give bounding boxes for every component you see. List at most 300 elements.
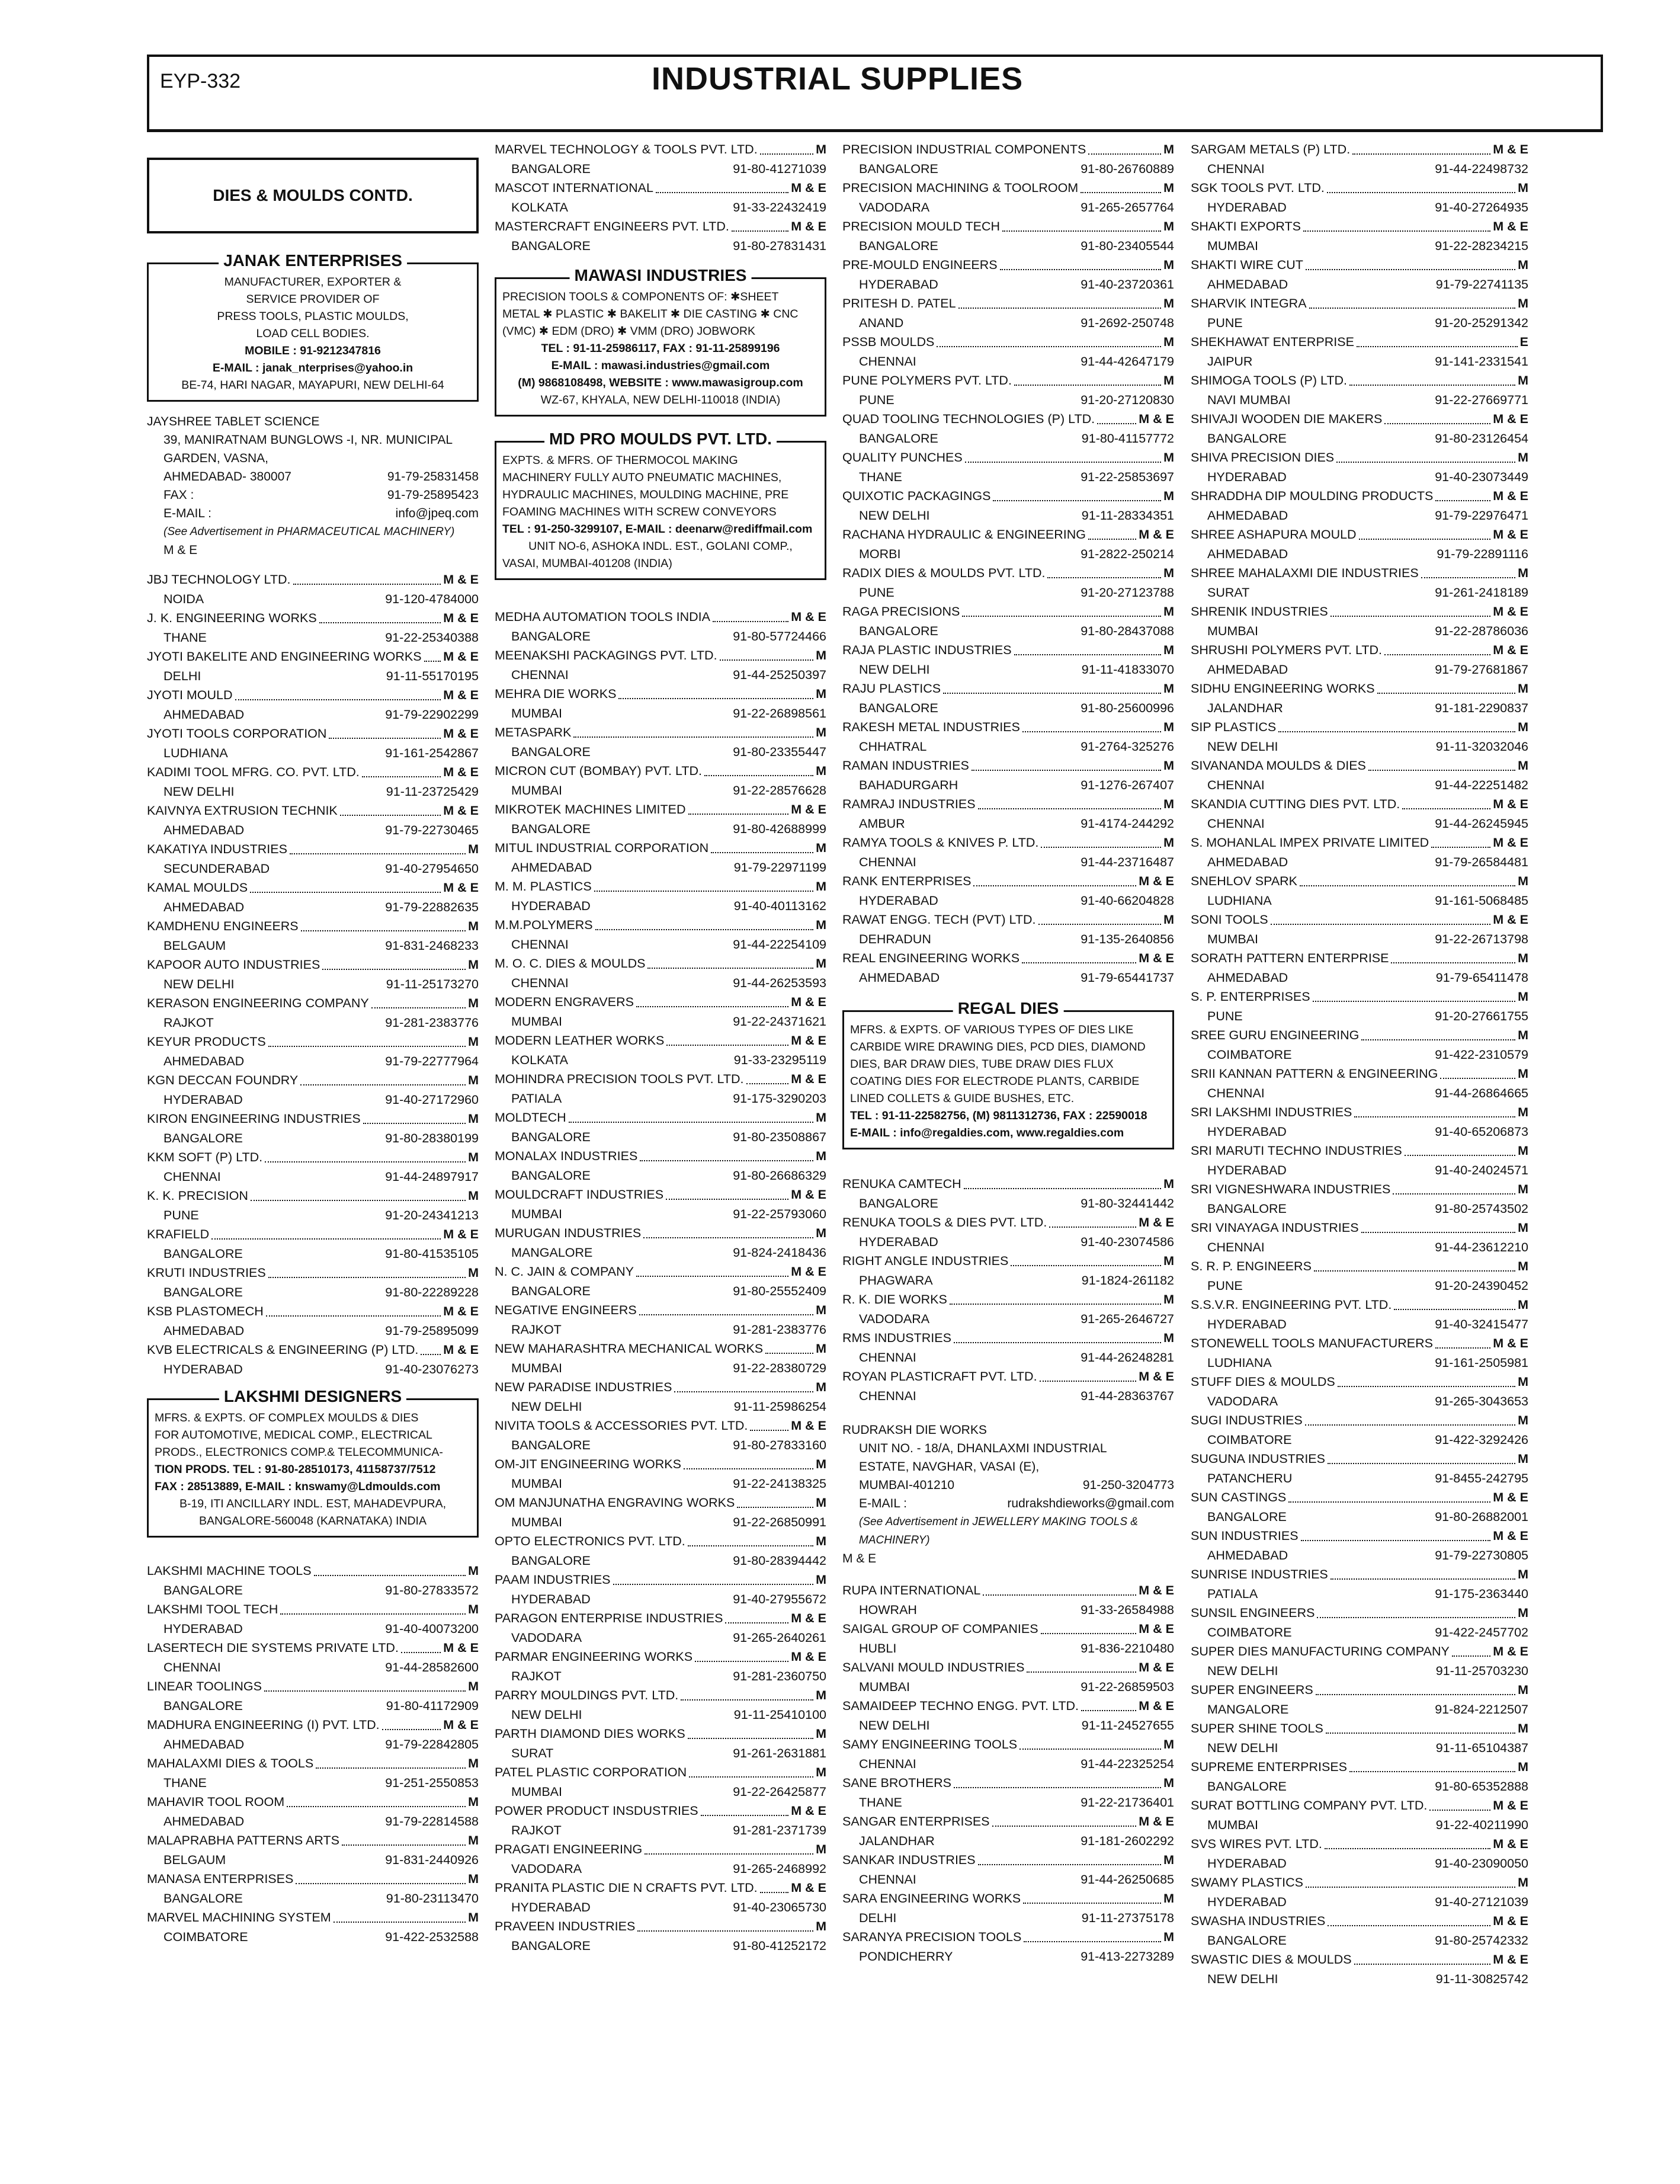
city: KOLKATA (511, 1052, 568, 1067)
city: HYDERABAD (511, 1591, 591, 1606)
entry-name-line (842, 1658, 1174, 1677)
entry-contact-line (495, 1397, 826, 1417)
listing-entry (1191, 1796, 1528, 1834)
leader-dots (1357, 332, 1518, 347)
entry-tag: M & E (1139, 951, 1174, 965)
company-name: LAKSHMI MACHINE TOOLS (147, 1564, 312, 1578)
leader-dots (1022, 718, 1161, 732)
city: AHMEDABAD (511, 860, 592, 875)
company-name: SUGUNA INDUSTRIES (1191, 1452, 1325, 1466)
company-name: KAIVNYA EXTRUSION TECHNIK (147, 803, 338, 818)
entry-contact-line (147, 898, 479, 917)
entry-contact-line (842, 390, 1174, 410)
leader-dots (640, 1147, 813, 1161)
entry-tag: M & E (1493, 643, 1528, 657)
phone: 91-79-22882635 (385, 899, 479, 914)
city: NEW DELHI (1207, 1971, 1278, 1986)
listing-entry (1191, 1642, 1528, 1680)
entry-name-line (147, 1561, 479, 1581)
phone: 91-79-22730805 (1435, 1548, 1528, 1562)
entry-name-line (495, 1647, 826, 1667)
entry-name-line (842, 795, 1174, 814)
company-name: MASCOT INTERNATIONAL (495, 181, 653, 195)
entry-tag: M & E (842, 1552, 877, 1565)
city: HYDERABAD (163, 1362, 243, 1376)
phone: 91-181-2602292 (1081, 1833, 1174, 1848)
leader-dots (1325, 1834, 1490, 1849)
entry-contact-line (147, 782, 479, 802)
listing-entry (1191, 140, 1528, 178)
entry-name-line (147, 1340, 479, 1360)
company-name: SANGAR ENTERPRISES (842, 1814, 990, 1828)
phone: 91-79-27681867 (1435, 662, 1528, 677)
entry-tag: M (816, 1919, 826, 1933)
entry-name-line (495, 1878, 826, 1898)
phone: 91-44-28363767 (1081, 1388, 1174, 1403)
ad-line: (VMC) ✱ EDM (DRO) ✱ VMM (DRO) JOBWORK (502, 325, 755, 338)
leader-dots (1435, 1334, 1490, 1349)
entry-tag: M & E (1493, 1644, 1528, 1658)
listing-entry (147, 1263, 479, 1302)
company-name: S. R. P. ENGINEERS (1191, 1259, 1312, 1273)
entry-contact-line (1191, 1353, 1528, 1373)
entry-tag: M & E (443, 572, 479, 587)
entry-name-line (1191, 1873, 1528, 1892)
city: KOLKATA (511, 200, 568, 214)
leader-dots (1309, 294, 1516, 309)
listing-entry (842, 255, 1174, 294)
company-name: SARA ENGINEERING WORKS (842, 1891, 1021, 1906)
city: NEW DELHI (1207, 739, 1278, 754)
entry-tag: M (816, 841, 826, 855)
entry-contact-line (842, 660, 1174, 680)
entry-contact-line (147, 705, 479, 725)
entry-tag: M (1163, 1254, 1174, 1268)
leader-dots (1354, 1103, 1515, 1117)
entry-tag: M (468, 919, 479, 933)
leader-dots (684, 1455, 813, 1469)
entry-tag: M (468, 996, 479, 1010)
city: BAHADURGARH (859, 777, 958, 792)
city: NEW DELHI (163, 976, 235, 991)
entry-contact-line (495, 665, 826, 685)
listing-entry (1191, 872, 1528, 910)
listing-entry (1191, 371, 1528, 409)
city: BANGALORE (163, 1285, 243, 1299)
listing-entry (495, 877, 826, 915)
phone: 91-836-2210480 (1081, 1641, 1174, 1655)
phone: 91-40-23073449 (1435, 469, 1528, 484)
entry-tag: M (816, 1110, 826, 1125)
listing (842, 1581, 1174, 1966)
entry-name-line (1191, 1642, 1528, 1661)
entry-contact-line (1191, 583, 1528, 603)
entry-tag: M & E (791, 1804, 826, 1818)
entry-contact-line (842, 275, 1174, 294)
entry-tag: M (468, 1564, 479, 1578)
listing-entry (1191, 1295, 1528, 1334)
leader-dots (1088, 140, 1161, 155)
company-name: SUNRISE INDUSTRIES (1191, 1567, 1328, 1581)
listing-entry (842, 1850, 1174, 1889)
listing-entry (495, 1763, 826, 1801)
company-name: SUPER DIES MANUFACTURING COMPANY (1191, 1644, 1450, 1658)
entry-contact-line (1191, 275, 1528, 294)
listing-entry (842, 833, 1174, 872)
entry-tag: M & E (1139, 1622, 1174, 1636)
city: NEW DELHI (511, 1707, 582, 1722)
phone: 91-422-2310579 (1435, 1047, 1528, 1062)
listing-entry (842, 332, 1174, 371)
phone: 91-175-2363440 (1435, 1586, 1528, 1601)
listing-entry (1191, 1526, 1528, 1565)
company-name: PRITESH D. PATEL (842, 296, 956, 310)
entry-contact-line (842, 506, 1174, 526)
city: BANGALORE (163, 1698, 243, 1713)
phone: 91-281-2371739 (733, 1823, 826, 1837)
city: JALANDHAR (1207, 700, 1283, 715)
phone: 91-11-23725429 (386, 784, 479, 799)
listing-entry (842, 1927, 1174, 1966)
phone: 91-80-42688999 (733, 821, 826, 836)
phone: 91-22-26859503 (1081, 1679, 1174, 1694)
entry-note: (See Advertisement in PHARMACEUTICAL MACHINERY) (163, 526, 455, 538)
leader-dots (235, 686, 441, 700)
listing-entry (147, 917, 479, 955)
entry-tag: M (468, 1833, 479, 1847)
entry-contact-line (1191, 1007, 1528, 1026)
leader-dots (1384, 409, 1490, 424)
entry-tag: M (1163, 1930, 1174, 1944)
entry-tag: M (1163, 912, 1174, 927)
entry-tag: M & E (791, 181, 826, 195)
listing-entry (842, 1773, 1174, 1812)
entry-contact-line (1191, 891, 1528, 911)
company-name: SUN INDUSTRIES (1191, 1529, 1299, 1543)
entry-name-line (842, 641, 1174, 660)
entry-tag: M & E (1493, 142, 1528, 156)
entry-line: GARDEN, VASNA, (163, 451, 268, 465)
listing-entry (842, 718, 1174, 756)
ad-line: MACHINERY FULLY AUTO PNEUMATIC MACHINES, (502, 471, 782, 484)
entry-name-line (842, 1927, 1174, 1947)
entry-tag: M & E (791, 1264, 826, 1279)
phone: 91-80-26760889 (1081, 161, 1174, 176)
city: CHENNAI (859, 854, 916, 869)
entry-name-line (147, 1600, 479, 1619)
entry-line: 39, MANIRATNAM BUNGLOWS -I, NR. MUNICIPAL (163, 433, 453, 447)
entry-contact-line (842, 159, 1174, 179)
company-name: MODERN LEATHER WORKS (495, 1033, 665, 1048)
company-name: RAMAN INDUSTRIES (842, 758, 969, 773)
entry-contact-line (842, 1232, 1174, 1252)
entry-contact-line (495, 1051, 826, 1070)
ad-line: LOAD CELL BODIES. (256, 327, 370, 340)
listing-entry (842, 1367, 1174, 1405)
city: MUMBAI (511, 1014, 562, 1029)
phone: 91-79-22777964 (385, 1053, 479, 1068)
leader-dots (1038, 910, 1162, 925)
entry-name-line (495, 1763, 826, 1782)
phone: 91-824-2418436 (733, 1245, 826, 1260)
listing-entry (842, 910, 1174, 949)
entry-contact-line (495, 1551, 826, 1571)
leader-dots (1088, 525, 1136, 540)
leader-dots (1288, 1488, 1490, 1503)
city: HYDERABAD (859, 893, 938, 908)
ad-line: MFRS. & EXPTS. OF COMPLEX MOULDS & DIES (155, 1411, 419, 1424)
listing-entry (842, 1812, 1174, 1850)
listing-entry (495, 178, 826, 217)
entry-name-line (147, 1831, 479, 1850)
listing-entry (147, 1908, 479, 1946)
listing-entry (495, 607, 826, 646)
entry-contact-line (147, 1658, 479, 1677)
listing-entry (1191, 294, 1528, 332)
city: THANE (163, 1775, 207, 1790)
phone: 91-40-24024571 (1435, 1163, 1528, 1177)
company-name: PUNE POLYMERS PVT. LTD. (842, 373, 1012, 388)
leader-dots (1338, 1372, 1515, 1387)
entry-tag: M (1163, 720, 1174, 734)
city: AHMEDABAD (163, 707, 245, 722)
city: AHMEDABAD (1207, 277, 1288, 292)
entry-contact-line (495, 1936, 826, 1956)
entry-name-line (842, 371, 1174, 390)
entry-contact-line (1191, 1199, 1528, 1219)
ad-line: METAL ✱ PLASTIC ✱ BAKELIT ✱ DIE CASTING ✱ CNC (502, 308, 799, 321)
company-name: RAKESH METAL INDUSTRIES (842, 720, 1020, 734)
listing-entry (495, 1840, 826, 1878)
ad-line: VASAI, MUMBAI-401208 (INDIA) (502, 557, 672, 570)
entry-tag: M & E (791, 610, 826, 624)
leader-dots (618, 684, 813, 699)
entry-name-line (842, 1290, 1174, 1309)
entry-contact-line (495, 704, 826, 723)
entry-contact-line (842, 583, 1174, 603)
listing-entry (842, 949, 1174, 987)
company-name: JYOTI MOULD (147, 688, 233, 702)
entry-name-line (1191, 795, 1528, 814)
phone: 91-33-23295119 (733, 1052, 826, 1067)
phone: 91-44-26864665 (1435, 1085, 1528, 1100)
entry-contact-line (1191, 1315, 1528, 1334)
ad-line: DIES, BAR DRAW DIES, TUBE DRAW DIES FLUX (850, 1058, 1114, 1071)
phone: 91-40-40113162 (733, 898, 826, 913)
entry-contact-line (842, 352, 1174, 372)
phone: 91-44-25250397 (733, 667, 826, 682)
city: HYDERABAD (1207, 1124, 1287, 1139)
entry-name-line (842, 217, 1174, 236)
leader-dots (211, 1225, 441, 1240)
listing-entry (147, 763, 479, 801)
phone: 91-11-28334351 (1081, 508, 1174, 523)
entry-tag: M & E (1493, 1952, 1528, 1967)
company-name: SHREE ASHAPURA MOULD (1191, 527, 1357, 542)
city: BANGALORE (859, 238, 938, 253)
company-name: SANKAR INDUSTRIES (842, 1853, 976, 1867)
entry-contact-line (1191, 1469, 1528, 1488)
leader-dots (363, 1109, 466, 1124)
company-name: SHAKTI WIRE CUT (1191, 258, 1303, 272)
ad-line: BE-74, HARI NAGAR, MAYAPURI, NEW DELHI-64 (181, 379, 444, 392)
entry-tag: M & E (1493, 1490, 1528, 1504)
entry-tag: M (1518, 951, 1528, 965)
entry-tag: M & E (443, 803, 479, 818)
city: MUMBAI (511, 706, 562, 720)
ad-line: HYDRAULIC MACHINES, MOULDING MACHINE, PRE (502, 488, 789, 501)
company-name: JBJ TECHNOLOGY LTD. (147, 572, 291, 587)
entry-contact-line (495, 198, 826, 217)
entry-tag: M & E (1139, 412, 1174, 426)
entry-tag: M & E (1493, 797, 1528, 811)
company-name: PRECISION MOULD TECH (842, 219, 1000, 233)
entry-tag: M (468, 1035, 479, 1049)
company-name: SARANYA PRECISION TOOLS (842, 1930, 1022, 1944)
entry-tag: M (816, 956, 826, 971)
entry-contact-line (495, 935, 826, 955)
city: BANGALORE (859, 623, 938, 638)
company-name: PRAVEEN INDUSTRIES (495, 1919, 636, 1933)
city: PUNE (163, 1208, 199, 1222)
city: HYDERABAD (511, 1900, 591, 1914)
entry-contact-line (842, 1600, 1174, 1620)
phone: 91-79-25895099 (385, 1323, 479, 1338)
entry-name-line (1191, 1565, 1528, 1584)
entry-contact-line (1191, 313, 1528, 333)
phone: 91-80-41271039 (733, 161, 826, 176)
entry-name-line (147, 1032, 479, 1052)
entry-contact-line (842, 1947, 1174, 1967)
entry-contact-line (842, 1754, 1174, 1774)
city: MUMBAI (511, 1476, 562, 1491)
entry-name-line (147, 1715, 479, 1735)
listing-entry (1191, 563, 1528, 602)
entry-contact-line (495, 742, 826, 762)
phone: 91-80-23405544 (1081, 238, 1174, 253)
leader-dots (424, 647, 441, 662)
leader-dots (1014, 371, 1161, 386)
entry-tag: M & E (1493, 219, 1528, 233)
entry-tag: M (1163, 1177, 1174, 1191)
leader-dots (1306, 255, 1515, 270)
city: BANGALORE (859, 1196, 938, 1211)
entry-contact-line (842, 853, 1174, 872)
phone: 91-80-27831431 (733, 238, 826, 253)
entry-name-line (495, 1147, 826, 1166)
leader-dots (681, 1686, 813, 1701)
city: HUBLI (859, 1641, 897, 1655)
entry-contact-line (842, 1639, 1174, 1658)
entry-name-line (147, 955, 479, 975)
entry-tag: M (816, 1226, 826, 1240)
entry-contact-line (1191, 1815, 1528, 1835)
entry-name-line (495, 607, 826, 627)
listing-entry (1191, 1257, 1528, 1295)
entry-tag: M & E (1139, 874, 1174, 888)
entry-name-line (1191, 409, 1528, 429)
listing-entry (147, 1831, 479, 1869)
listing-entry (1191, 1565, 1528, 1603)
company-name: SWAMY PLASTICS (1191, 1875, 1303, 1890)
city: AHMEDABAD (859, 970, 940, 985)
leader-dots (1278, 718, 1515, 732)
city: BANGALORE (163, 1246, 243, 1261)
company-name: RAGA PRECISIONS (842, 604, 960, 619)
listing-entry (495, 800, 826, 838)
listing (842, 140, 1174, 987)
listing-entry (1191, 1411, 1528, 1449)
leader-dots (973, 872, 1136, 886)
leader-dots (1391, 949, 1515, 963)
company-name: SRI MARUTI TECHNO INDUSTRIES (1191, 1144, 1402, 1158)
entry-contact-line (842, 1870, 1174, 1890)
city: MUMBAI (511, 1360, 562, 1375)
phone: 91-831-2468233 (385, 938, 479, 953)
entry-tag: M (816, 1341, 826, 1356)
listing-entry (842, 563, 1174, 602)
phone: 91-44-28582600 (385, 1660, 479, 1674)
leader-dots (992, 1812, 1137, 1827)
phone: 91-80-27833160 (733, 1437, 826, 1452)
entry-contact-line (495, 1898, 826, 1917)
company-name: KERASON ENGINEERING COMPANY (147, 996, 369, 1010)
entry-contact-line (1191, 198, 1528, 217)
entry-name-line (147, 1869, 479, 1889)
phone: 91-44-22251482 (1435, 777, 1528, 792)
company-name: M. O. C. DIES & MOULDS (495, 956, 646, 971)
listing-entry (147, 609, 479, 647)
listing-entry (495, 1570, 826, 1609)
entry-tag: M (1518, 874, 1528, 888)
phone: 91-44-22498732 (1435, 161, 1528, 176)
entry-name-line (147, 1638, 479, 1658)
entry-contact-line (147, 744, 479, 763)
entry-tag: M (1518, 1028, 1528, 1042)
phone: 91-80-65352888 (1435, 1779, 1528, 1794)
entry-contact-line (1191, 390, 1528, 410)
phone: 91-11-32032046 (1435, 739, 1528, 754)
company-name: KAMDHENU ENGINEERS (147, 919, 299, 933)
entry-name-line (1191, 448, 1528, 467)
phone: 91-80-32441442 (1081, 1196, 1174, 1211)
leader-dots (1314, 1257, 1515, 1272)
ad-title: REGAL DIES (953, 999, 1064, 1018)
company-name: SHRADDHA DIP MOULDING PRODUCTS (1191, 489, 1434, 503)
entry-name-line (842, 718, 1174, 737)
entry-tag: M (1163, 604, 1174, 619)
phone: 91-11-41833070 (1081, 662, 1174, 677)
city: AHMEDABAD (163, 899, 245, 914)
listing-entry (147, 878, 479, 917)
listing-entry (1191, 255, 1528, 294)
listing-entry (495, 1301, 826, 1339)
entry-tag: M & E (791, 219, 826, 233)
entry-name-line (147, 1186, 479, 1206)
phone: 91-80-25742332 (1435, 1933, 1528, 1948)
phone: 91-20-24341213 (385, 1208, 479, 1222)
entry-name-line (842, 1889, 1174, 1908)
entry-contact-line (1191, 1584, 1528, 1604)
company-name: SHREE MAHALAXMI DIE INDUSTRIES (1191, 566, 1419, 580)
phone: 91-79-65411478 (1435, 970, 1528, 985)
leader-dots (674, 1378, 813, 1392)
entry-name-line (1191, 486, 1528, 506)
phone: 91-22-26850991 (733, 1514, 826, 1529)
entry-name-line (842, 178, 1174, 198)
phone: 91-79-65441737 (1081, 970, 1174, 985)
entry-contact-line (147, 590, 479, 609)
